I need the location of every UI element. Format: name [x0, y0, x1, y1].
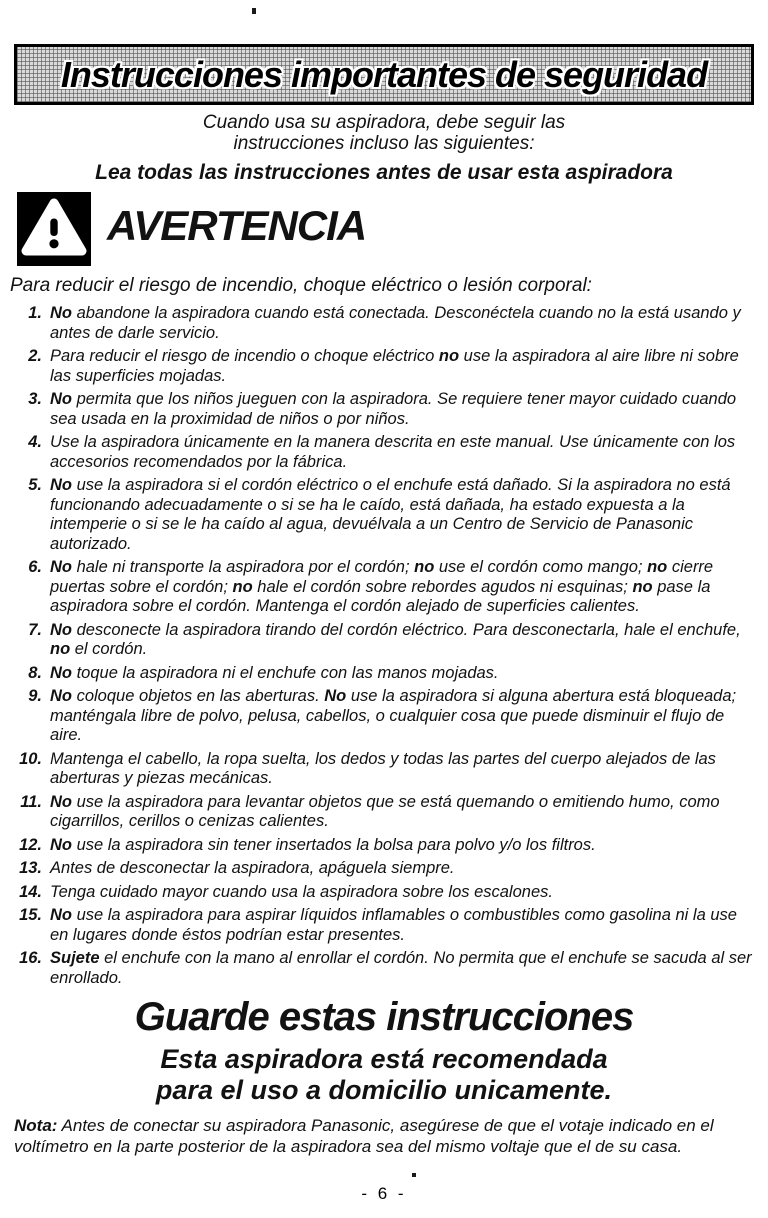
page-title: Instrucciones importantes de seguridad: [60, 53, 708, 95]
instruction-item: [6, 621, 752, 660]
warning-header: [17, 191, 768, 266]
instruction-number: 9.: [28, 687, 42, 705]
instruction-text: No coloque objetos en las aberturas. No use la aspiradora si alguna abertura está bloqueada; manténgala libre de polvo, pelusa, cabellos, o cualquier cosa que puede disminuir el flujo de aire.: [50, 687, 737, 744]
save-instructions-heading: Guarde estas instrucciones: [134, 995, 634, 1039]
instruction-item: [6, 433, 752, 472]
instruction-text: Use la aspiradora únicamente en la manera descrita en este manual. Use únicamente con los accesorios recomendados por la fábrica.: [50, 433, 736, 471]
warning-intro-line: Para reducir el riesgo de incendio, choque eléctrico o lesión corporal:: [10, 275, 592, 296]
instruction-item: [6, 476, 752, 554]
instruction-item: [6, 906, 752, 945]
instruction-item: [6, 558, 752, 617]
voltage-note: [14, 1115, 750, 1157]
instruction-number: 16.: [19, 949, 42, 967]
note-label: Nota:: [14, 1116, 58, 1135]
instructions-list: [6, 304, 752, 988]
instruction-number: 7.: [28, 620, 42, 639]
instruction-number: 14.: [19, 882, 42, 901]
intro-line-1: Cuando usa su aspiradora, debe seguir las: [202, 112, 566, 133]
instruction-text: Mantenga el cabello, la ropa suelta, los dedos y todas las partes del cuerpo alejados de las aberturas y piezas mecánicas.: [50, 749, 716, 787]
instruction-item: [6, 859, 752, 879]
instruction-item: [6, 793, 752, 832]
instruction-number: 3.: [28, 390, 42, 408]
instruction-text: No use la aspiradora sin tener insertados la bolsa para polvo y/o los filtros.: [50, 835, 596, 854]
recommended-use-line-2: para el uso a domicilio unicamente.: [155, 1075, 613, 1105]
instruction-text: No use la aspiradora si el cordón eléctrico o el enchufe está dañado. Si la aspiradora no está funcionando adecuadamente o si se ha le caído, está dañada, ha estado expuesta a la intemperie o si se le ha caído al agua, devuélvala a un Centro de Servicio de Panasonic autorizado.: [50, 476, 731, 553]
instruction-number: 8.: [28, 663, 42, 682]
warning-triangle-exclamation-icon: [17, 192, 91, 266]
instruction-number: 11.: [20, 792, 42, 811]
instruction-number: 5.: [28, 476, 42, 494]
instruction-text: No use la aspiradora para aspirar líquidos inflamables o combustibles como gasolina ni la use en lugares donde éstos podrían estar presentes.: [50, 906, 737, 944]
instruction-number: 12.: [19, 835, 42, 854]
instruction-number: 10.: [19, 749, 42, 768]
read-all-instructions-line: Lea todas las instrucciones antes de usar esta aspiradora: [95, 161, 673, 184]
instruction-number: 6.: [28, 558, 42, 576]
intro-line-2: instrucciones incluso las siguientes:: [233, 133, 535, 154]
instruction-text: No toque la aspiradora ni el enchufe con las manos mojadas.: [50, 663, 499, 682]
page-number: - 6 -: [361, 1184, 407, 1203]
instruction-item: [6, 836, 752, 856]
recommended-use-line-1: Esta aspiradora está recomendada: [160, 1044, 608, 1074]
instruction-text: Sujete el enchufe con la mano al enrollar el cordón. No permita que el enchufe se sacuda al ser enrollado.: [50, 949, 752, 987]
instruction-number: 13.: [19, 859, 42, 877]
warning-title: AVERTENCIA: [107, 201, 367, 249]
instruction-item: [6, 347, 752, 386]
instruction-number: 4.: [28, 433, 42, 451]
instruction-item: [6, 664, 752, 684]
instruction-text: No hale ni transporte la aspiradora por el cordón; no use el cordón como mango; no cierre puertas sobre el cordón; no hale el cordón sobre rebordes agudos ni esquinas; no pase la aspiradora sobre el cordón. Mantenga el cordón alejado de superficies calientes.: [50, 558, 714, 615]
instruction-text: Para reducir el riesgo de incendio o choque eléctrico no use la aspiradora al aire libre ni sobre las superficies mojadas.: [50, 347, 739, 385]
instruction-text: No desconecte la aspiradora tirando del cordón eléctrico. Para desconectarla, hale el enchufe, no el cordón.: [50, 620, 741, 658]
note-text: Antes de conectar su aspiradora Panasonic, asegúrese de que el votaje indicado en el voltímetro en la parte posterior de la aspiradora sea del mismo voltaje que el de su casa.: [14, 1116, 714, 1156]
section-title-banner: [14, 44, 754, 105]
instruction-number: 2.: [28, 347, 42, 365]
instruction-text: Tenga cuidado mayor cuando usa la aspiradora sobre los escalones.: [50, 882, 553, 901]
instruction-text: No permita que los niños jueguen con la aspiradora. Se requiere tener mayor cuidado cuando sea usada en la proximidad de niños o por niños.: [50, 390, 737, 428]
scan-speck: [252, 8, 256, 14]
instruction-item: [6, 390, 752, 429]
instruction-item: [6, 304, 752, 343]
instruction-number: 1.: [28, 304, 42, 322]
instruction-item: [6, 687, 752, 746]
instruction-text: Antes de desconectar la aspiradora, apáguela siempre.: [50, 859, 455, 877]
instruction-item: [6, 750, 752, 789]
scan-speck: [412, 1173, 416, 1177]
instruction-text: No abandone la aspiradora cuando está conectada. Desconéctela cuando no la está usando y antes de darle servicio.: [50, 304, 741, 342]
instruction-item: [6, 883, 752, 903]
instruction-text: No use la aspiradora para levantar objetos que se está quemando o emitiendo humo, como cigarrillos, cerillos o cenizas calientes.: [50, 792, 720, 830]
instruction-item: [6, 949, 752, 988]
instruction-number: 15.: [19, 906, 42, 924]
